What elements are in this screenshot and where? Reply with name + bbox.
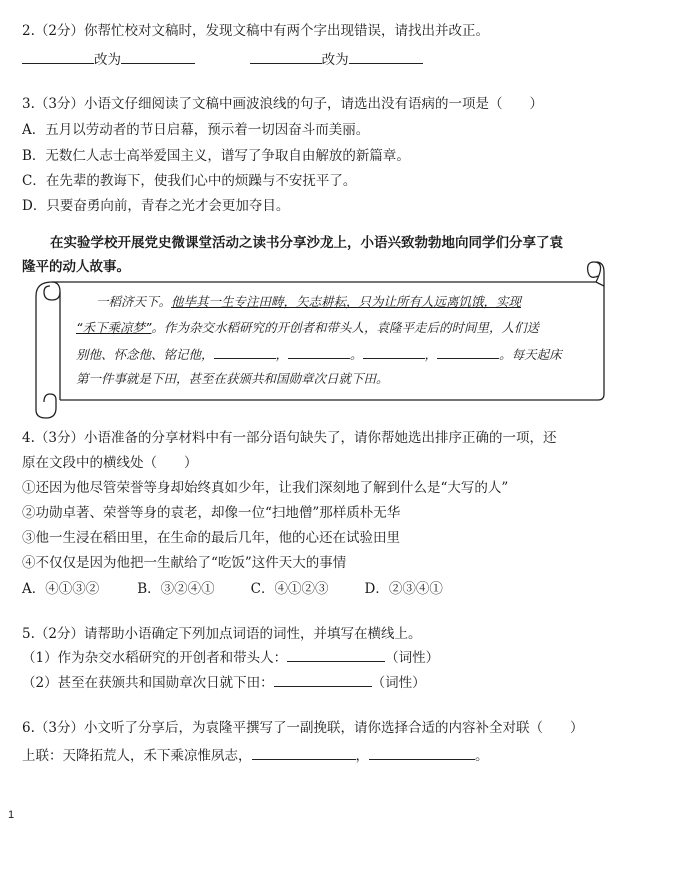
q4-option-c[interactable]: C．④①②③	[250, 581, 329, 597]
scroll-blank-2[interactable]	[288, 344, 350, 359]
q4-item-2: ②功勋卓著、荣誉等身的袁老，却像一位“扫地僧”那样质朴无华	[22, 505, 401, 521]
q5-stem: 5.（2分）请帮助小语确定下列加点词语的词性，并填写在横线上。	[22, 626, 422, 642]
scroll-line-4: 第一件事就是下田，甚至在获颁共和国勋章次日就下田。	[76, 371, 389, 386]
scroll-wavy-sentence: 他毕其一生专注田畴，矢志耕耘，只为让所有人远离饥饿，实现	[171, 294, 522, 309]
scroll-blank-4[interactable]	[437, 344, 499, 359]
scroll-blank-1[interactable]	[214, 344, 276, 359]
q6-blank-1[interactable]	[252, 745, 356, 760]
q4-option-d[interactable]: D．②③④①	[364, 581, 443, 597]
q4-item-1: ①还因为他尽管荣誉等身却始终真如少年，让我们深刻地了解到什么是“大写的人”	[22, 480, 509, 496]
q3-option-a[interactable]: A．五月以劳动者的节日启幕，预示着一切因奋斗而美丽。	[22, 122, 370, 138]
intro-line-2: 隆平的动人故事。	[22, 259, 130, 275]
q5-blank-2[interactable]	[274, 672, 372, 687]
q2-change-label-2: 改为	[321, 52, 349, 68]
q5-blank-1[interactable]	[287, 647, 385, 662]
q2-stem: 2.（2分）你帮忙校对文稿时，发现文稿中有两个字出现错误，请找出并改正。	[22, 23, 489, 39]
q2-change-label-1: 改为	[94, 52, 121, 68]
scroll-blank-3[interactable]	[363, 344, 425, 359]
q4-stem-2: 原在文段中的横线处（ ）	[22, 455, 198, 471]
q6-couplet: 上联：天降拓荒人，禾下乘凉惟夙志， ， 。	[22, 745, 489, 766]
q4-options	[22, 579, 443, 599]
scroll-line-3: 别他、怀念他、铭记他， ， 。 ， 。每天起床	[76, 344, 562, 365]
q4-option-a[interactable]: A．④①③②	[22, 581, 100, 597]
q4-option-b[interactable]: B．③②④①	[137, 581, 215, 597]
q3-option-d[interactable]: D．只要奋勇向前，青春之光才会更加夺目。	[22, 198, 290, 214]
q5-item-1: （1）作为杂交水稻研究的开创者和带头人： （词性）	[22, 647, 439, 668]
q5-item-2: （2）甚至在获颁共和国勋章次日就下田： （词性）	[22, 672, 426, 693]
q3-option-b[interactable]: B．无数仁人志士高举爱国主义，谱写了争取自由解放的新篇章。	[22, 148, 410, 164]
q6-stem: 6.（3分）小文听了分享后，为袁隆平撰写了一副挽联，请你选择合适的内容补全对联（ ）	[22, 720, 584, 736]
scroll-line-1: 一稻济天下。他毕其一生专注田畴，矢志耕耘，只为让所有人远离饥饿，实现	[96, 294, 522, 309]
page-number: 1	[8, 809, 15, 821]
scroll-line-2: “禾下乘凉梦”。作为杂交水稻研究的开创者和带头人，袁隆平走后的时间里，人们送	[76, 320, 539, 335]
intro-line-1: 在实验学校开展党史微课堂活动之读书分享沙龙上，小语兴致勃勃地向同学们分享了袁	[50, 235, 563, 251]
q4-stem-1: 4.（3分）小语准备的分享材料中有一部分语句缺失了，请你帮她选出排序正确的一项，还	[22, 430, 557, 446]
q6-blank-2[interactable]	[369, 745, 475, 760]
q3-option-c[interactable]: C．在先辈的教诲下，使我们心中的烦躁与不安抚平了。	[22, 173, 357, 189]
q4-item-4: ④不仅仅是因为他把一生献给了“吃饭”这件天大的事情	[22, 555, 347, 571]
q4-item-3: ③他一生浸在稻田里，在生命的最后几年，他的心还在试验田里	[22, 530, 400, 546]
q3-stem: 3.（3分）小语文仔细阅读了文稿中画波浪线的句子，请选出没有语病的一项是（ ）	[22, 96, 543, 112]
